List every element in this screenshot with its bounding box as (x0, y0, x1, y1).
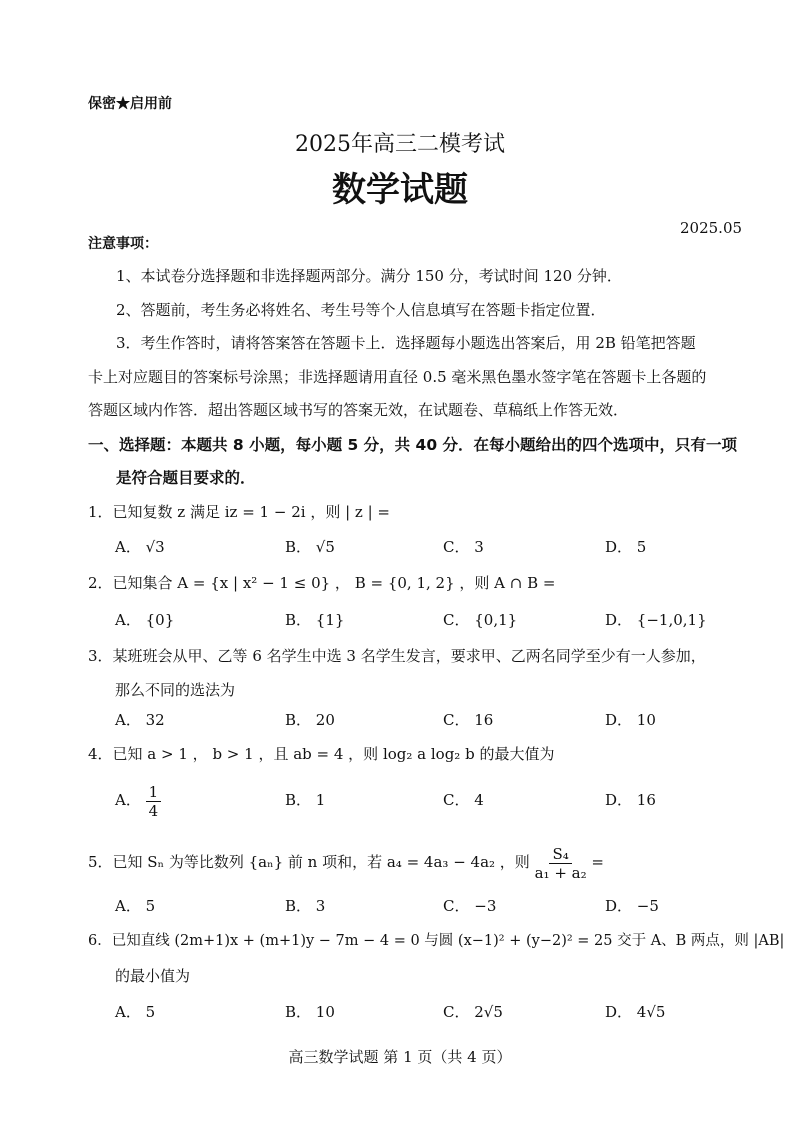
option-c: C． 3 (443, 538, 484, 556)
question-3-cont: 那么不同的选法为 (115, 681, 236, 699)
option-d: D． {−1,0,1} (605, 611, 707, 629)
option-b: B． 10 (285, 1003, 335, 1021)
option-a: A． {0} (115, 611, 175, 629)
option-a: A． 5 (115, 897, 156, 915)
question-4: 4．已知 a > 1 ， b > 1 ，且 ab = 4 ，则 log₂ a log₂ b 的最大值为 (88, 745, 555, 763)
option-a (115, 780, 161, 820)
option-b: B． 3 (285, 897, 326, 915)
question-3: 3．某班班会从甲、乙等 6 名学生中选 3 名学生发言，要求甲、乙两名同学至少有一人参加， (88, 647, 706, 665)
option-a-label: A． (115, 791, 141, 809)
note-item: 3．考生作答时，请将答案答在答题卡上．选择题每小题选出答案后，用 2B 铅笔把答题 (116, 334, 696, 352)
option-d: D． 10 (605, 711, 656, 729)
denominator: 4 (148, 801, 159, 820)
option-c: C． 4 (443, 791, 484, 809)
question-6: 6．已知直线 (2m+1)x + (m+1)y − 7m − 4 = 0 与圆 (x−1)² + (y−2)² = 25 交于 A、B 两点，则 |AB| (88, 933, 785, 949)
exam-name: 2025年高三二模考试 (295, 132, 505, 157)
option-c: C． 2√5 (443, 1003, 503, 1021)
option-c: C． −3 (443, 897, 497, 915)
page-footer: 高三数学试题 第 1 页（共 4 页） (288, 1048, 512, 1066)
question-2: 2．已知集合 A = {x | x² − 1 ≤ 0} ， B = {0, 1, 2} ，则 A ∩ B = (88, 574, 556, 592)
option-d: D． −5 (605, 897, 659, 915)
confidential-label: 保密★启用前 (88, 96, 172, 112)
section-heading-cont: 是符合题目要求的． (116, 469, 256, 487)
option-b: B． √5 (285, 538, 335, 556)
option-d: D． 16 (605, 791, 656, 809)
option-b: B． {1} (285, 611, 345, 629)
note-item: 答题区域内作答．超出答题区域书写的答案无效，在试题卷、草稿纸上作答无效． (88, 401, 629, 419)
numerator: S₄ (549, 845, 571, 864)
option-a: A． 5 (115, 1003, 156, 1021)
option-b: B． 1 (285, 791, 326, 809)
question-6-cont: 的最小值为 (115, 967, 191, 985)
option-d: D． 5 (605, 538, 647, 556)
section-heading: 一、选择题：本题共 8 小题，每小题 5 分，共 40 分．在每小题给出的四个选项中，只有一项 (88, 436, 738, 454)
note-item: 1、本试卷分选择题和非选择题两部分。满分 150 分，考试时间 120 分钟． (116, 267, 622, 285)
note-item: 2、答题前，考生务必将姓名、考生号等个人信息填写在答题卡指定位置． (116, 301, 606, 319)
notes-heading: 注意事项： (88, 236, 158, 252)
option-c: C． {0,1} (443, 611, 518, 629)
fraction (535, 845, 587, 882)
denominator: a₁ + a₂ (534, 863, 587, 882)
option-a: A． 32 (115, 711, 165, 729)
equals-sign: = (591, 853, 604, 871)
question-1: 1．已知复数 z 满足 iz = 1 − 2i ，则 | z | = (88, 503, 390, 521)
numerator: 1 (146, 783, 162, 802)
note-item: 卡上对应题目的答案标号涂黑；非选择题请用直径 0.5 毫米黑色墨水签字笔在答题卡上各题的 (88, 368, 707, 386)
fraction (146, 783, 162, 820)
option-a: A． √3 (115, 538, 165, 556)
question-5-text: 5．已知 Sₙ 为等比数列 {aₙ} 前 n 项和，若 a₄ = 4a₃ − 4a₂ ，则 (88, 853, 530, 871)
subject-title: 数学试题 (332, 170, 468, 210)
option-b: B． 20 (285, 711, 335, 729)
exam-date: 2025.05 (680, 219, 743, 237)
option-d: D． 4√5 (605, 1003, 666, 1021)
question-5 (88, 842, 604, 882)
option-c: C． 16 (443, 711, 494, 729)
